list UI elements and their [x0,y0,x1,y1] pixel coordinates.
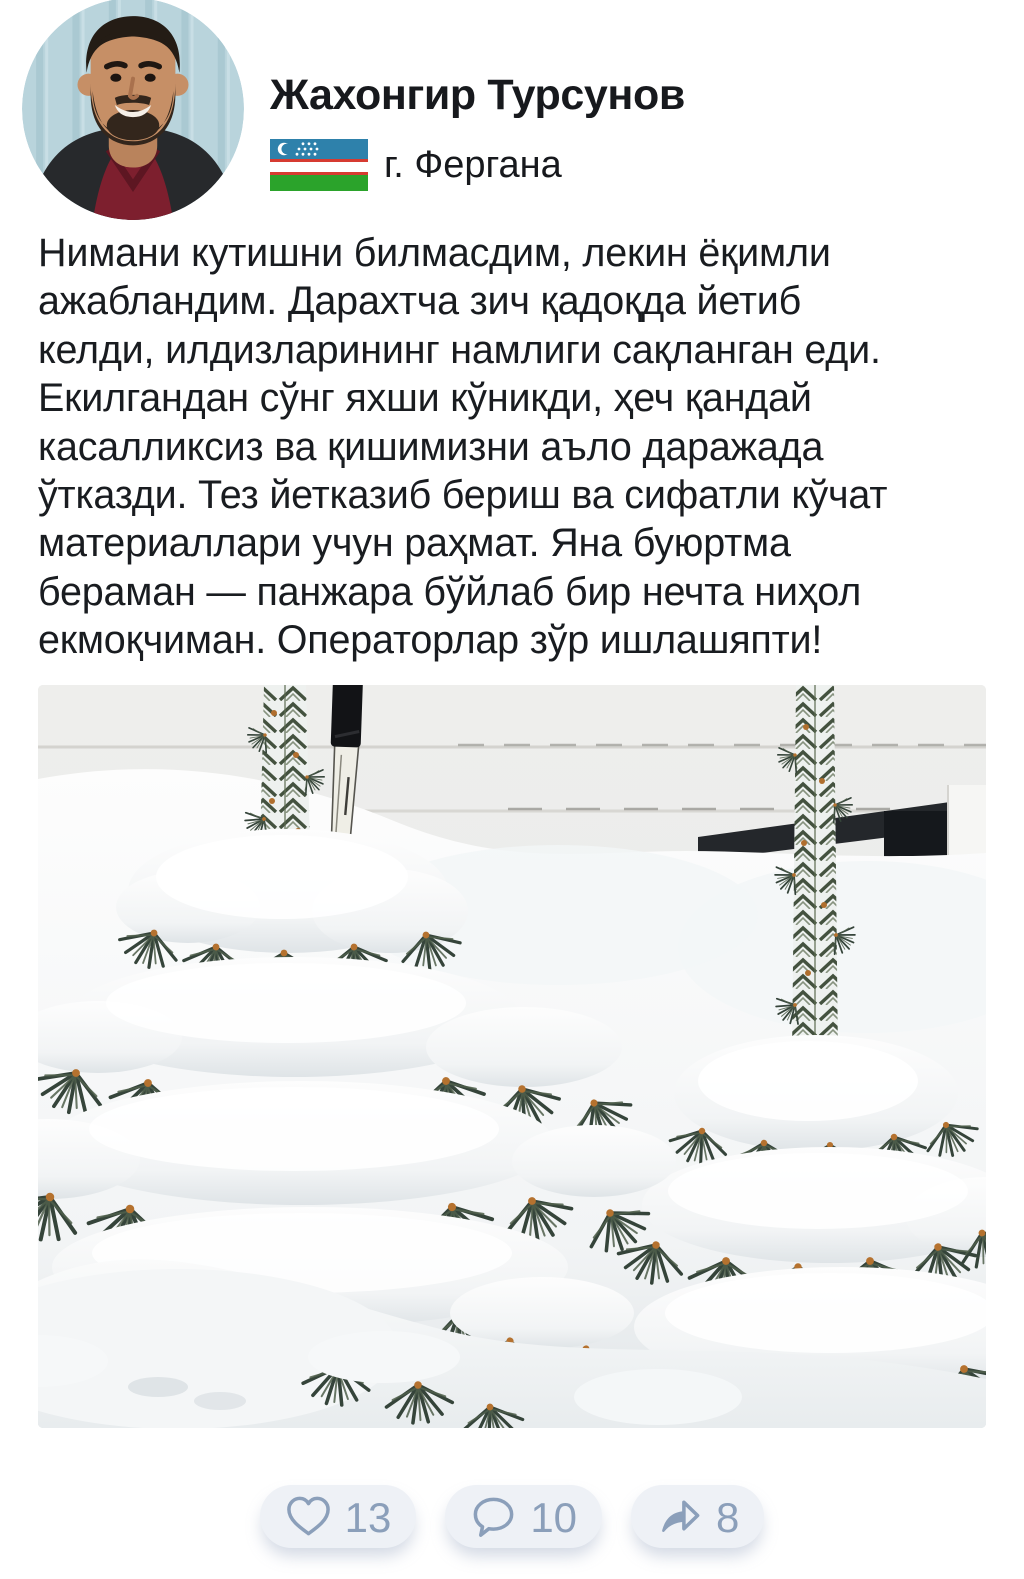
review-line: бераман — панжара бўйлаб бир нечта ниҳол [38,569,862,614]
review-line: Екилгандан сўнг яхши кўникди, ҳеч қандай [38,376,812,421]
comment-icon [470,1493,517,1540]
snowy-trees-image [38,685,986,1428]
reviewer-name: Жахонгир Турсунов [270,71,685,119]
uzbekistan-flag-icon [270,139,368,191]
reviewer-location-row [270,139,562,191]
like-button[interactable] [260,1485,417,1548]
actions-bar [0,1485,1024,1548]
review-photo[interactable] [38,685,986,1428]
review-line: касалликсиз ва қишимизни аъло даражада [38,424,824,469]
comment-count: 10 [530,1493,578,1541]
reviewer-location: г. Фергана [384,143,562,186]
review-text [38,229,990,665]
review-line: ажабландим. Дарахтча зич қадоқда йетиб [38,279,801,324]
comment-button[interactable] [445,1485,602,1548]
share-count: 8 [716,1493,740,1541]
share-button[interactable] [631,1485,764,1548]
review-line: келди, илдизларининг намлиги сақланган еди. [38,327,881,372]
like-count: 13 [344,1493,392,1541]
share-arrow-icon [656,1493,703,1540]
avatar[interactable] [22,0,244,220]
review-line: ўтказди. Тез йетказиб бериш ва сифатли кўчат [38,473,888,518]
review-line: екмоқчиман. Операторлар зўр ишлашяпти! [38,618,823,663]
avatar-image [22,0,244,220]
heart-icon [285,1493,332,1540]
review-line: материаллари учун раҳмат. Яна буюртма [38,521,791,566]
review-line: Нимани кутишни билмасдим, лекин ёқимли [38,231,831,275]
